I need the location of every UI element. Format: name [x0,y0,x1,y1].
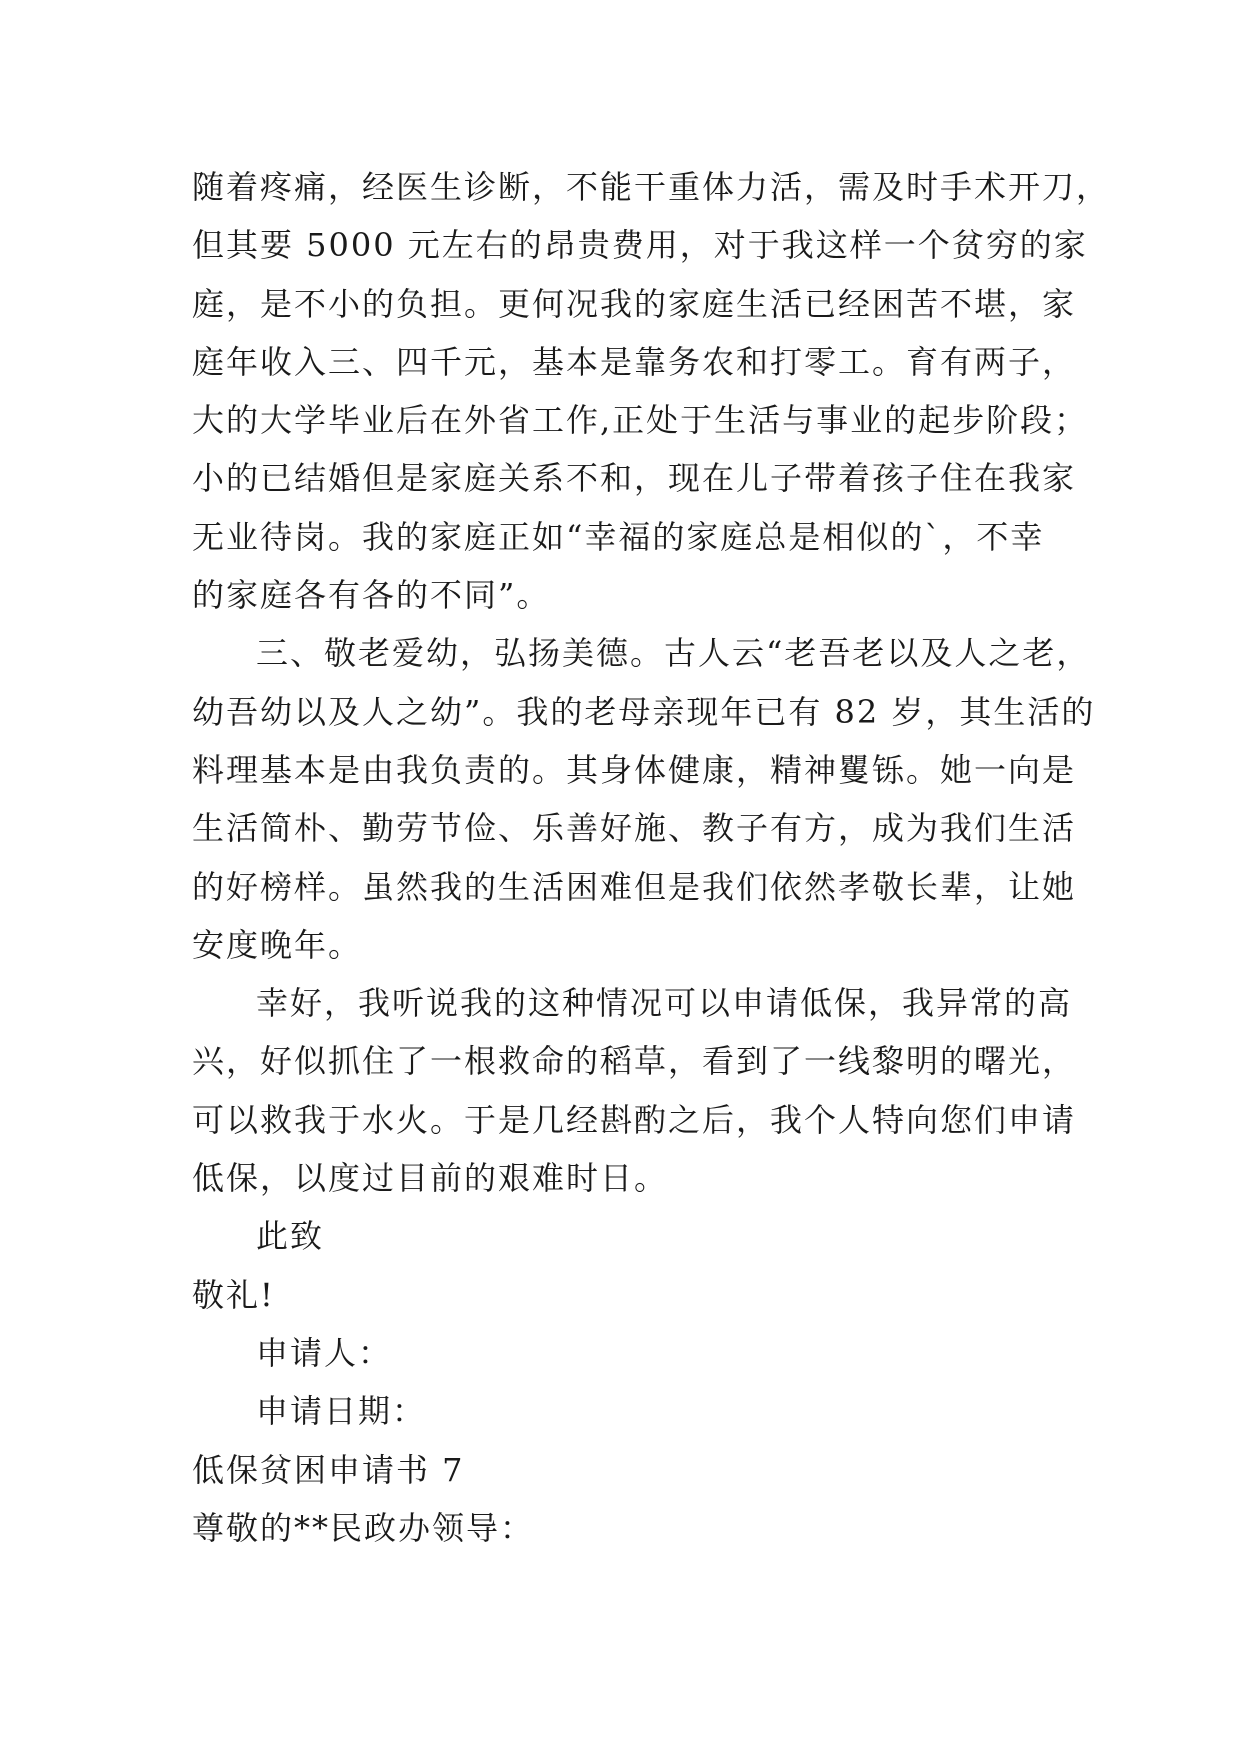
document-body [192,158,1111,1557]
applicant-label: 申请人： [256,1333,393,1372]
body-line: 兴，好似抓住了一根救命的稻草，看到了一线黎明的曙光， [192,1042,1077,1081]
body-line: 庭，是不小的负担。更何况我的家庭生活已经困苦不堪，家 [192,284,1077,323]
body-line: 庭年收入三、四千元，基本是靠务农和打零工。育有两子， [192,342,1077,381]
body-line: 低保，以度过目前的艰难时日。 [192,1159,669,1198]
section-three-heading-line: 三、敬老爱幼，弘扬美德。古人云“老吾老以及人之老， [256,634,1091,673]
body-line: 料理基本是由我负责的。其身体健康，精神矍铄。她一向是 [192,750,1077,789]
body-line: 幼吾幼以及人之幼”。我的老母亲现年已有 82 岁，其生活的 [192,692,1096,731]
body-line: 可以救我于水火。于是几经斟酌之后，我个人特向您们申请 [192,1100,1077,1139]
body-line: 无业待岗。我的家庭正如“幸福的家庭总是相似的`，不幸 [192,517,1045,556]
closing-jingli: 敬礼! [192,1275,275,1314]
body-line: 但其要 5000 元左右的昂贵费用，对于我这样一个贫穷的家 [192,226,1088,265]
closing-cizhi: 此致 [256,1217,325,1256]
body-line: 的家庭各有各的不同”。 [192,576,551,615]
body-line: 小的已结婚但是家庭关系不和，现在儿子带着孩子住在我家 [192,459,1077,498]
body-line: 大的大学毕业后在外省工作,正处于生活与事业的起步阶段； [192,401,1089,440]
body-line: 随着疼痛，经医生诊断，不能干重体力活，需及时手术开刀， [192,168,1111,206]
salutation: 尊敬的**民政办领导： [192,1508,535,1547]
application-date-label: 申请日期： [256,1392,427,1431]
body-line: 生活简朴、勤劳节俭、乐善好施、教子有方，成为我们生活 [192,809,1077,848]
body-line: 的好榜样。虽然我的生活困难但是我们依然孝敬长辈，让她 [192,867,1077,906]
next-document-title: 低保贫困申请书 7 [192,1450,465,1489]
paragraph-start-line: 幸好，我听说我的这种情况可以申请低保，我异常的高 [256,984,1073,1023]
body-line: 安度晚年。 [192,925,363,964]
